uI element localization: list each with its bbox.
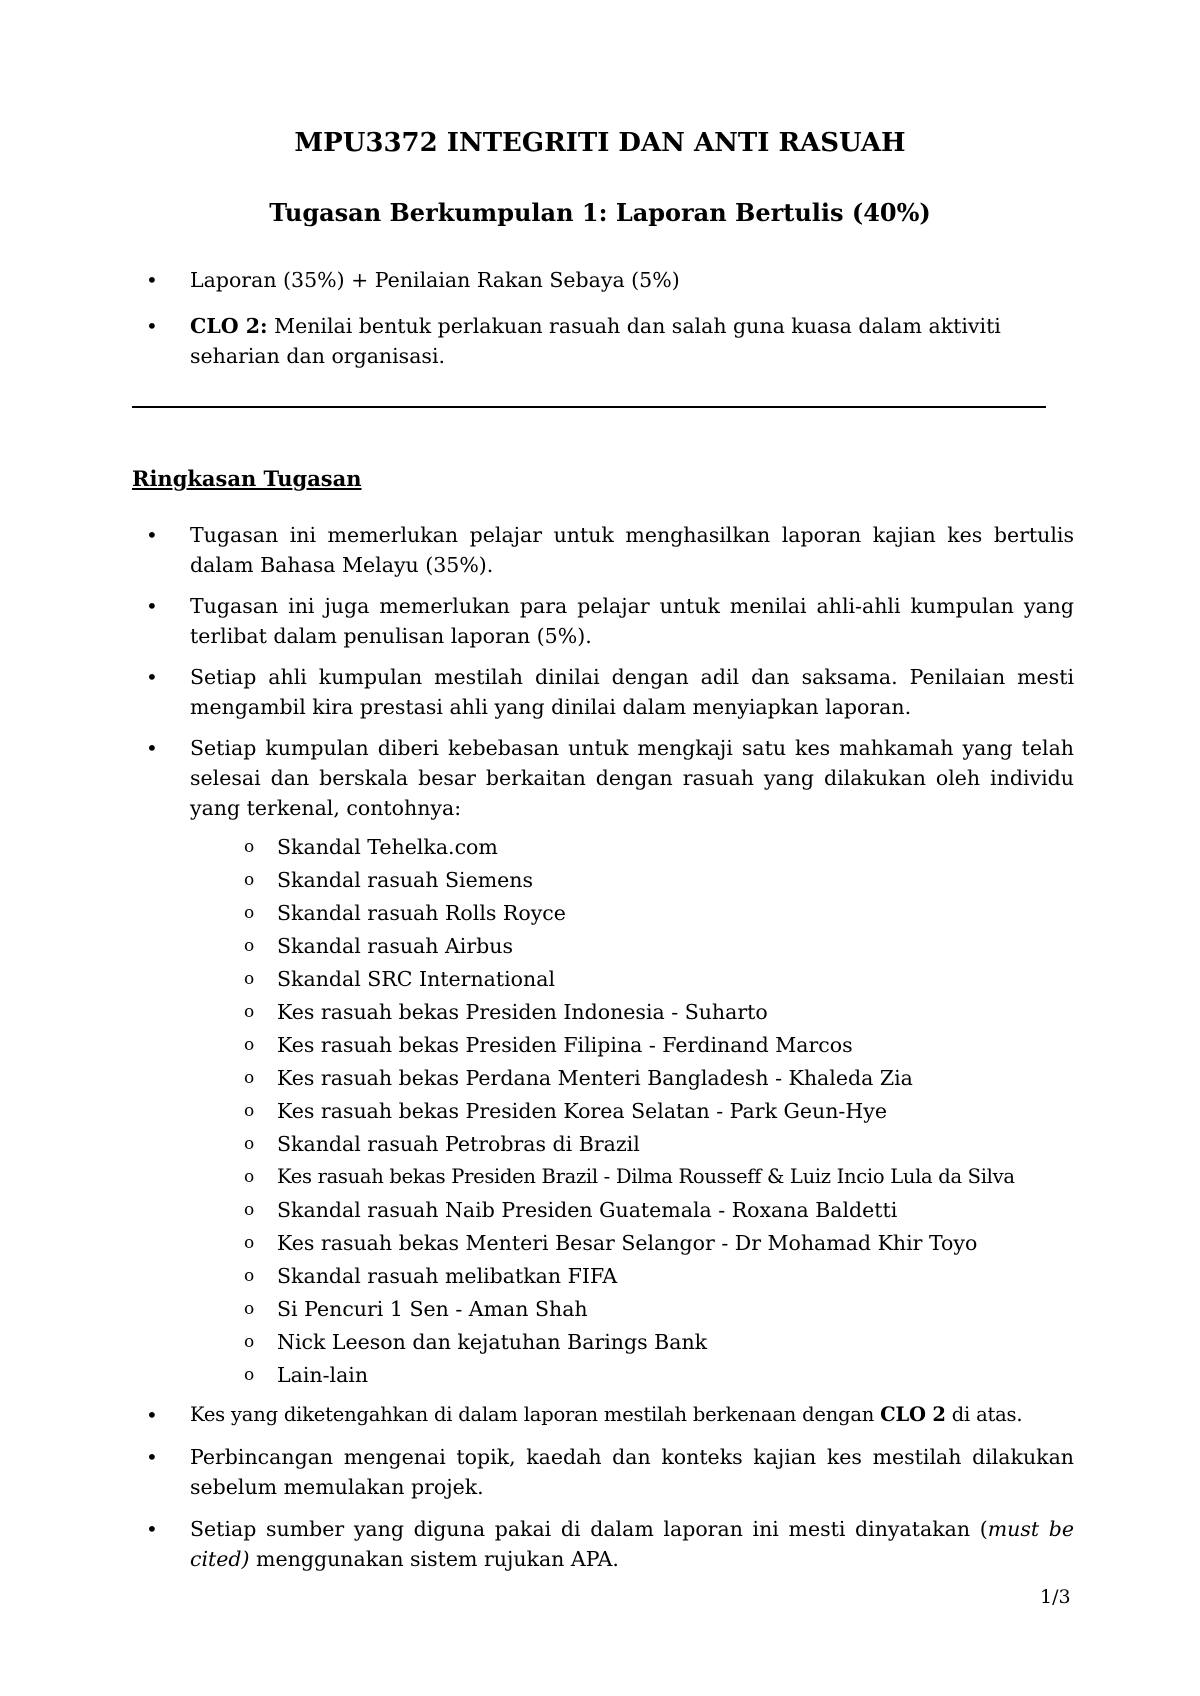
- example-item: Si Pencuri 1 Sen - Aman Shah: [277, 1297, 588, 1321]
- sub-bullet-marker: o: [244, 1002, 255, 1022]
- sub-bullet-marker: o: [244, 903, 255, 923]
- bullet5-tail: di atas.: [945, 1403, 1023, 1426]
- example-item: Kes rasuah bekas Presiden Indonesia - Suharto: [277, 1000, 768, 1024]
- sub-bullet-marker: o: [244, 1134, 255, 1154]
- example-item: Nick Leeson dan kejatuhan Barings Bank: [277, 1330, 708, 1354]
- sub-bullet-marker: o: [244, 969, 255, 989]
- bullet5-text: Kes yang diketengahkan di dalam laporan mestilah berkenaan dengan: [190, 1403, 881, 1426]
- bullet-marker: •: [146, 1517, 158, 1541]
- section-heading: Ringkasan Tugasan: [132, 466, 362, 491]
- sub-bullet-marker: o: [244, 837, 255, 857]
- list-item: [190, 1400, 1074, 1430]
- document-subtitle: Tugasan Berkumpulan 1: Laporan Bertulis (40%): [269, 198, 931, 227]
- sub-bullet-marker: o: [244, 1266, 255, 1286]
- list-item: Setiap kumpulan diberi kebebasan untuk mengkaji satu kes mahkamah yang telah selesai dan berskala besar berkaitan dengan rasuah yang dilakukan oleh individu yang terkenal, contohnya:: [190, 736, 1074, 820]
- sub-bullet-marker: o: [244, 870, 255, 890]
- example-item: Skandal rasuah Naib Presiden Guatemala - Roxana Baldetti: [277, 1198, 898, 1222]
- sub-bullet-marker: o: [244, 1068, 255, 1088]
- bullet-marker: •: [146, 1445, 158, 1469]
- clo2-label: CLO 2:: [190, 314, 268, 338]
- sub-bullet-marker: o: [244, 1299, 255, 1319]
- bullet-marker: •: [146, 523, 158, 547]
- example-item: Skandal rasuah Rolls Royce: [277, 901, 566, 925]
- sub-bullet-marker: o: [244, 1233, 255, 1253]
- list-item: Tugasan ini memerlukan pelajar untuk menghasilkan laporan kajian kes bertulis dalam Bahasa Melayu (35%).: [190, 523, 1074, 577]
- page-number: 1/3: [1040, 1586, 1071, 1608]
- example-item: Skandal Tehelka.com: [277, 835, 498, 859]
- example-item: Lain-lain: [277, 1363, 369, 1387]
- list-item: Setiap ahli kumpulan mestilah dinilai dengan adil dan saksama. Penilaian mesti mengambil kira prestasi ahli yang dinilai dalam menyiapkan laporan.: [190, 665, 1074, 719]
- sub-bullet-marker: o: [244, 936, 255, 956]
- bullet-marker: •: [146, 665, 158, 689]
- list-item: Tugasan ini juga memerlukan para pelajar untuk menilai ahli-ahli kumpulan yang terlibat dalam penulisan laporan (5%).: [190, 594, 1074, 648]
- bullet-weightage: Laporan (35%) + Penilaian Rakan Sebaya (5%): [190, 268, 680, 292]
- horizontal-rule: [132, 406, 1046, 408]
- bullet-clo2: [190, 311, 1080, 371]
- bullet-marker: •: [146, 736, 158, 760]
- example-item: Skandal rasuah Petrobras di Brazil: [277, 1132, 640, 1156]
- bullet-marker: •: [146, 594, 158, 618]
- bullet-marker: •: [146, 268, 158, 292]
- example-item: Skandal rasuah Airbus: [277, 934, 514, 958]
- example-item: Skandal SRC International: [277, 967, 556, 991]
- example-item: Skandal rasuah melibatkan FIFA: [277, 1264, 618, 1288]
- bullet7-tail: menggunakan sistem rujukan APA.: [249, 1547, 619, 1571]
- sub-bullet-marker: o: [244, 1035, 255, 1055]
- example-item: Kes rasuah bekas Perdana Menteri Bangladesh - Khaleda Zia: [277, 1066, 913, 1090]
- list-item: Perbincangan mengenai topik, kaedah dan konteks kajian kes mestilah dilakukan sebelum memulakan projek.: [190, 1445, 1074, 1499]
- bullet7-text: Setiap sumber yang diguna pakai di dalam laporan ini mesti dinyatakan (: [190, 1517, 988, 1541]
- sub-bullet-marker: o: [244, 1365, 255, 1385]
- bullet-marker: •: [146, 314, 158, 338]
- sub-bullet-marker: o: [244, 1167, 255, 1187]
- document-title: MPU3372 INTEGRITI DAN ANTI RASUAH: [294, 128, 906, 158]
- example-item: Kes rasuah bekas Menteri Besar Selangor - Dr Mohamad Khir Toyo: [277, 1231, 978, 1255]
- sub-bullet-marker: o: [244, 1332, 255, 1352]
- clo2-text: Menilai bentuk perlakuan rasuah dan salah guna kuasa dalam aktiviti seharian dan organisasi.: [190, 314, 1001, 368]
- example-item: Kes rasuah bekas Presiden Brazil - Dilma Rousseff & Luiz Incio Lula da Silva: [277, 1165, 1015, 1188]
- example-item: Kes rasuah bekas Presiden Filipina - Ferdinand Marcos: [277, 1033, 853, 1057]
- example-item: Kes rasuah bekas Presiden Korea Selatan - Park Geun-Hye: [277, 1099, 887, 1123]
- bullet5-bold: CLO 2: [880, 1403, 946, 1426]
- bullet-marker: •: [146, 1403, 158, 1427]
- example-item: Skandal rasuah Siemens: [277, 868, 534, 892]
- sub-bullet-marker: o: [244, 1200, 255, 1220]
- list-item: [190, 1514, 1074, 1574]
- bullet7-italic: must be cited): [190, 1517, 1075, 1571]
- sub-bullet-marker: o: [244, 1101, 255, 1121]
